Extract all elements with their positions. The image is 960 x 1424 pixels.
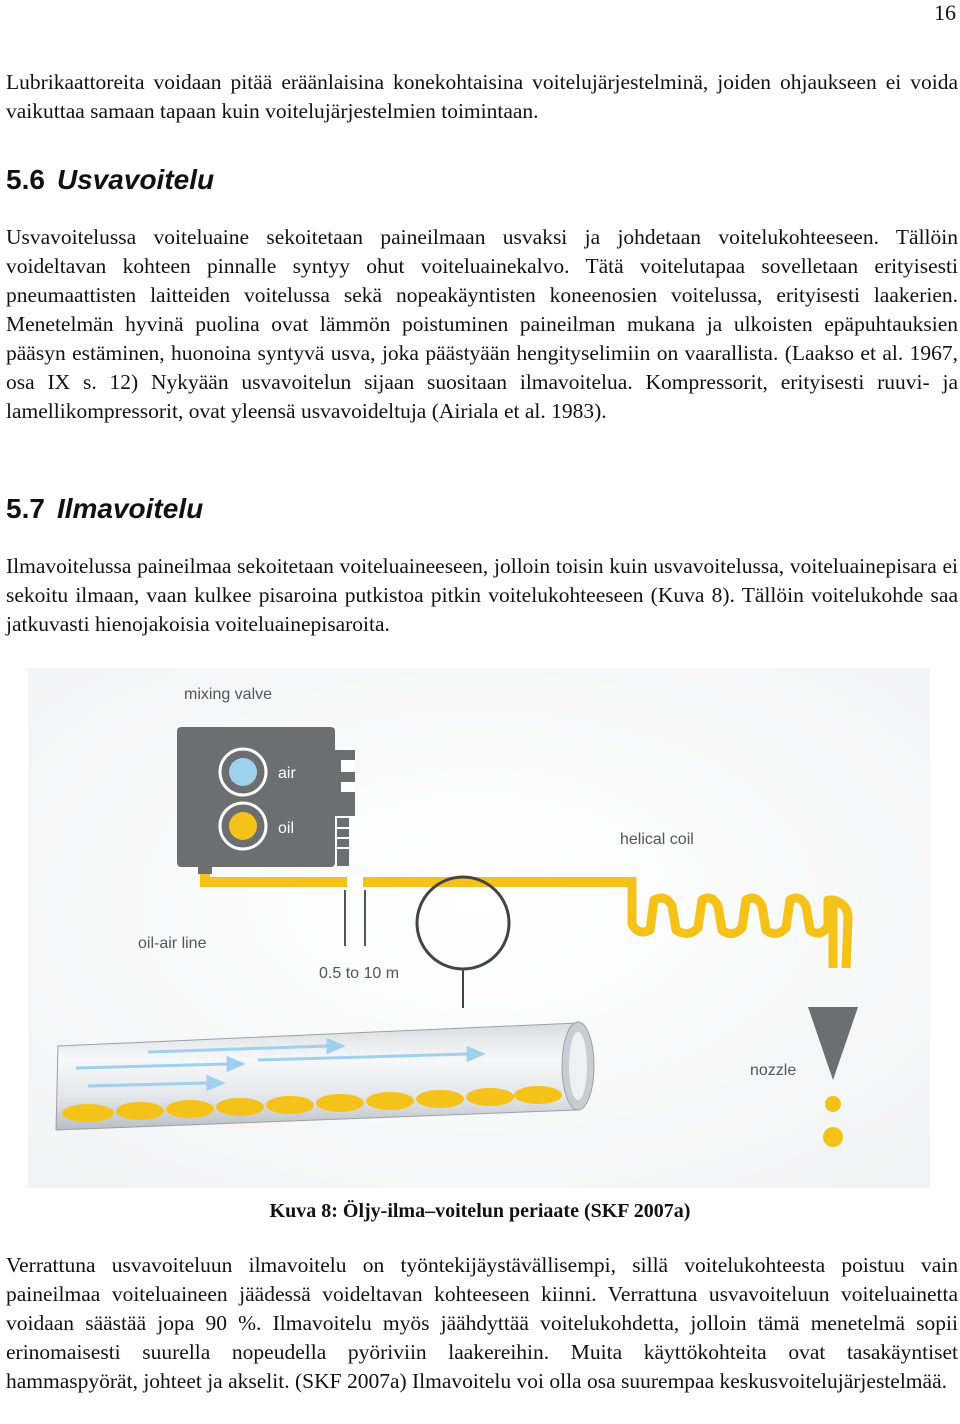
section-title: Usvavoitelu: [56, 164, 215, 195]
section-5-7-paragraph: Ilmavoitelussa paineilmaa sekoitetaan voiteluaineeseen, jolloin toisin kuin usvavoitelussa, voiteluainepisara ei sekoitu ilmaan, vaan kulkee pisaroina putkistoa pitkin voitelukohteeseen (Kuva 8). Tällöin voitelukohde saa jatkuvasti hienojakoisia voiteluainepisaroita.: [6, 554, 958, 636]
valve-port: [341, 782, 355, 792]
valve-connector: [337, 818, 349, 866]
section-heading-5-7: [6, 493, 203, 525]
nozzle-label: nozzle: [750, 1062, 797, 1079]
length-label: 0.5 to 10 m: [319, 965, 400, 982]
mixing-valve-label: mixing valve: [184, 686, 273, 703]
valve-port: [341, 760, 355, 772]
section-title: Ilmavoitelu: [56, 493, 204, 524]
oil-icon: [229, 812, 257, 840]
closing-paragraph: Verrattuna usvavoiteluun ilmavoitelu on työntekijäystävällisempi, sillä voitelukohteesta poistuu vain paineilmaa voiteluaineen jäädessä voideltavan kohteeseen kiinni. Verrattuna usvavoiteluun voiteluainetta voidaan säästää jopa 90 %. Ilmavoitelu myös jäähdyttää voitelukohdetta, jolloin tämä menetelmä sopii erinomaisesti suurella nopeudella pyöriviin laakereihin. Muita käyttökohteita ovat tasakäyntiset hammaspyörät, johteet ja akselit. (SKF 2007a) Ilmavoitelu voi olla osa suurempaa keskusvoitelujärjestelmää.: [6, 1253, 958, 1393]
oil-air-lubrication-figure: [28, 668, 930, 1188]
figure-caption: Kuva 8: Öljy-ilma–voitelun periaate (SKF 2007a): [269, 1200, 691, 1222]
page-number: 16: [934, 0, 956, 25]
section-heading-5-6: [6, 164, 214, 196]
section-number: 5.7: [6, 493, 45, 524]
oil-air-diagram: [28, 668, 930, 1188]
oil-air-line-label: oil-air line: [138, 935, 207, 952]
helical-coil-label: helical coil: [620, 831, 694, 848]
oil-label: oil: [278, 820, 295, 837]
air-icon: [229, 758, 257, 786]
air-label: air: [278, 765, 296, 782]
intro-paragraph: Lubrikaattoreita voidaan pitää eräänlaisina konekohtaisina voitelujärjestelminä, joiden ohjaukseen ei voida vaikuttaa samaan tapaan kuin voitelujärjestelmien toimintaan.: [6, 70, 958, 123]
oil-drop: [823, 1127, 843, 1147]
section-5-6-paragraph: Usvavoitelussa voiteluaine sekoitetaan paineilmaan usvaksi ja johdetaan voitelukohteeseen. Tällöin voideltavan kohteen pinnalle syntyy ohut voiteluainekalvo. Tätä voitelutapaa sovelletaan erityisesti pneumaattisten laitteiden voitelussa sekä nopeakäyntisten koneenosien voitelussa, erityisesti laakerien. Menetelmän hyvinä puolina ovat lämmön poistuminen paineilman mukana ja ulkoisten epäpuhtauksien pääsyn estäminen, huonoina syntyvä usva, joka päästyään hengityselimiin on vaarallista. (Laakso et al. 1967, osa IX s. 12) Nykyään usvavoitelun sijaan suositaan ilmavoitelua. Kompressorit, erityisesti ruuvi- ja lamellikompressorit, ovat yleensä usvavoideltuja (Airiala et al. 1983).: [6, 225, 958, 423]
oil-drop: [825, 1096, 841, 1112]
section-number: 5.6: [6, 164, 45, 195]
